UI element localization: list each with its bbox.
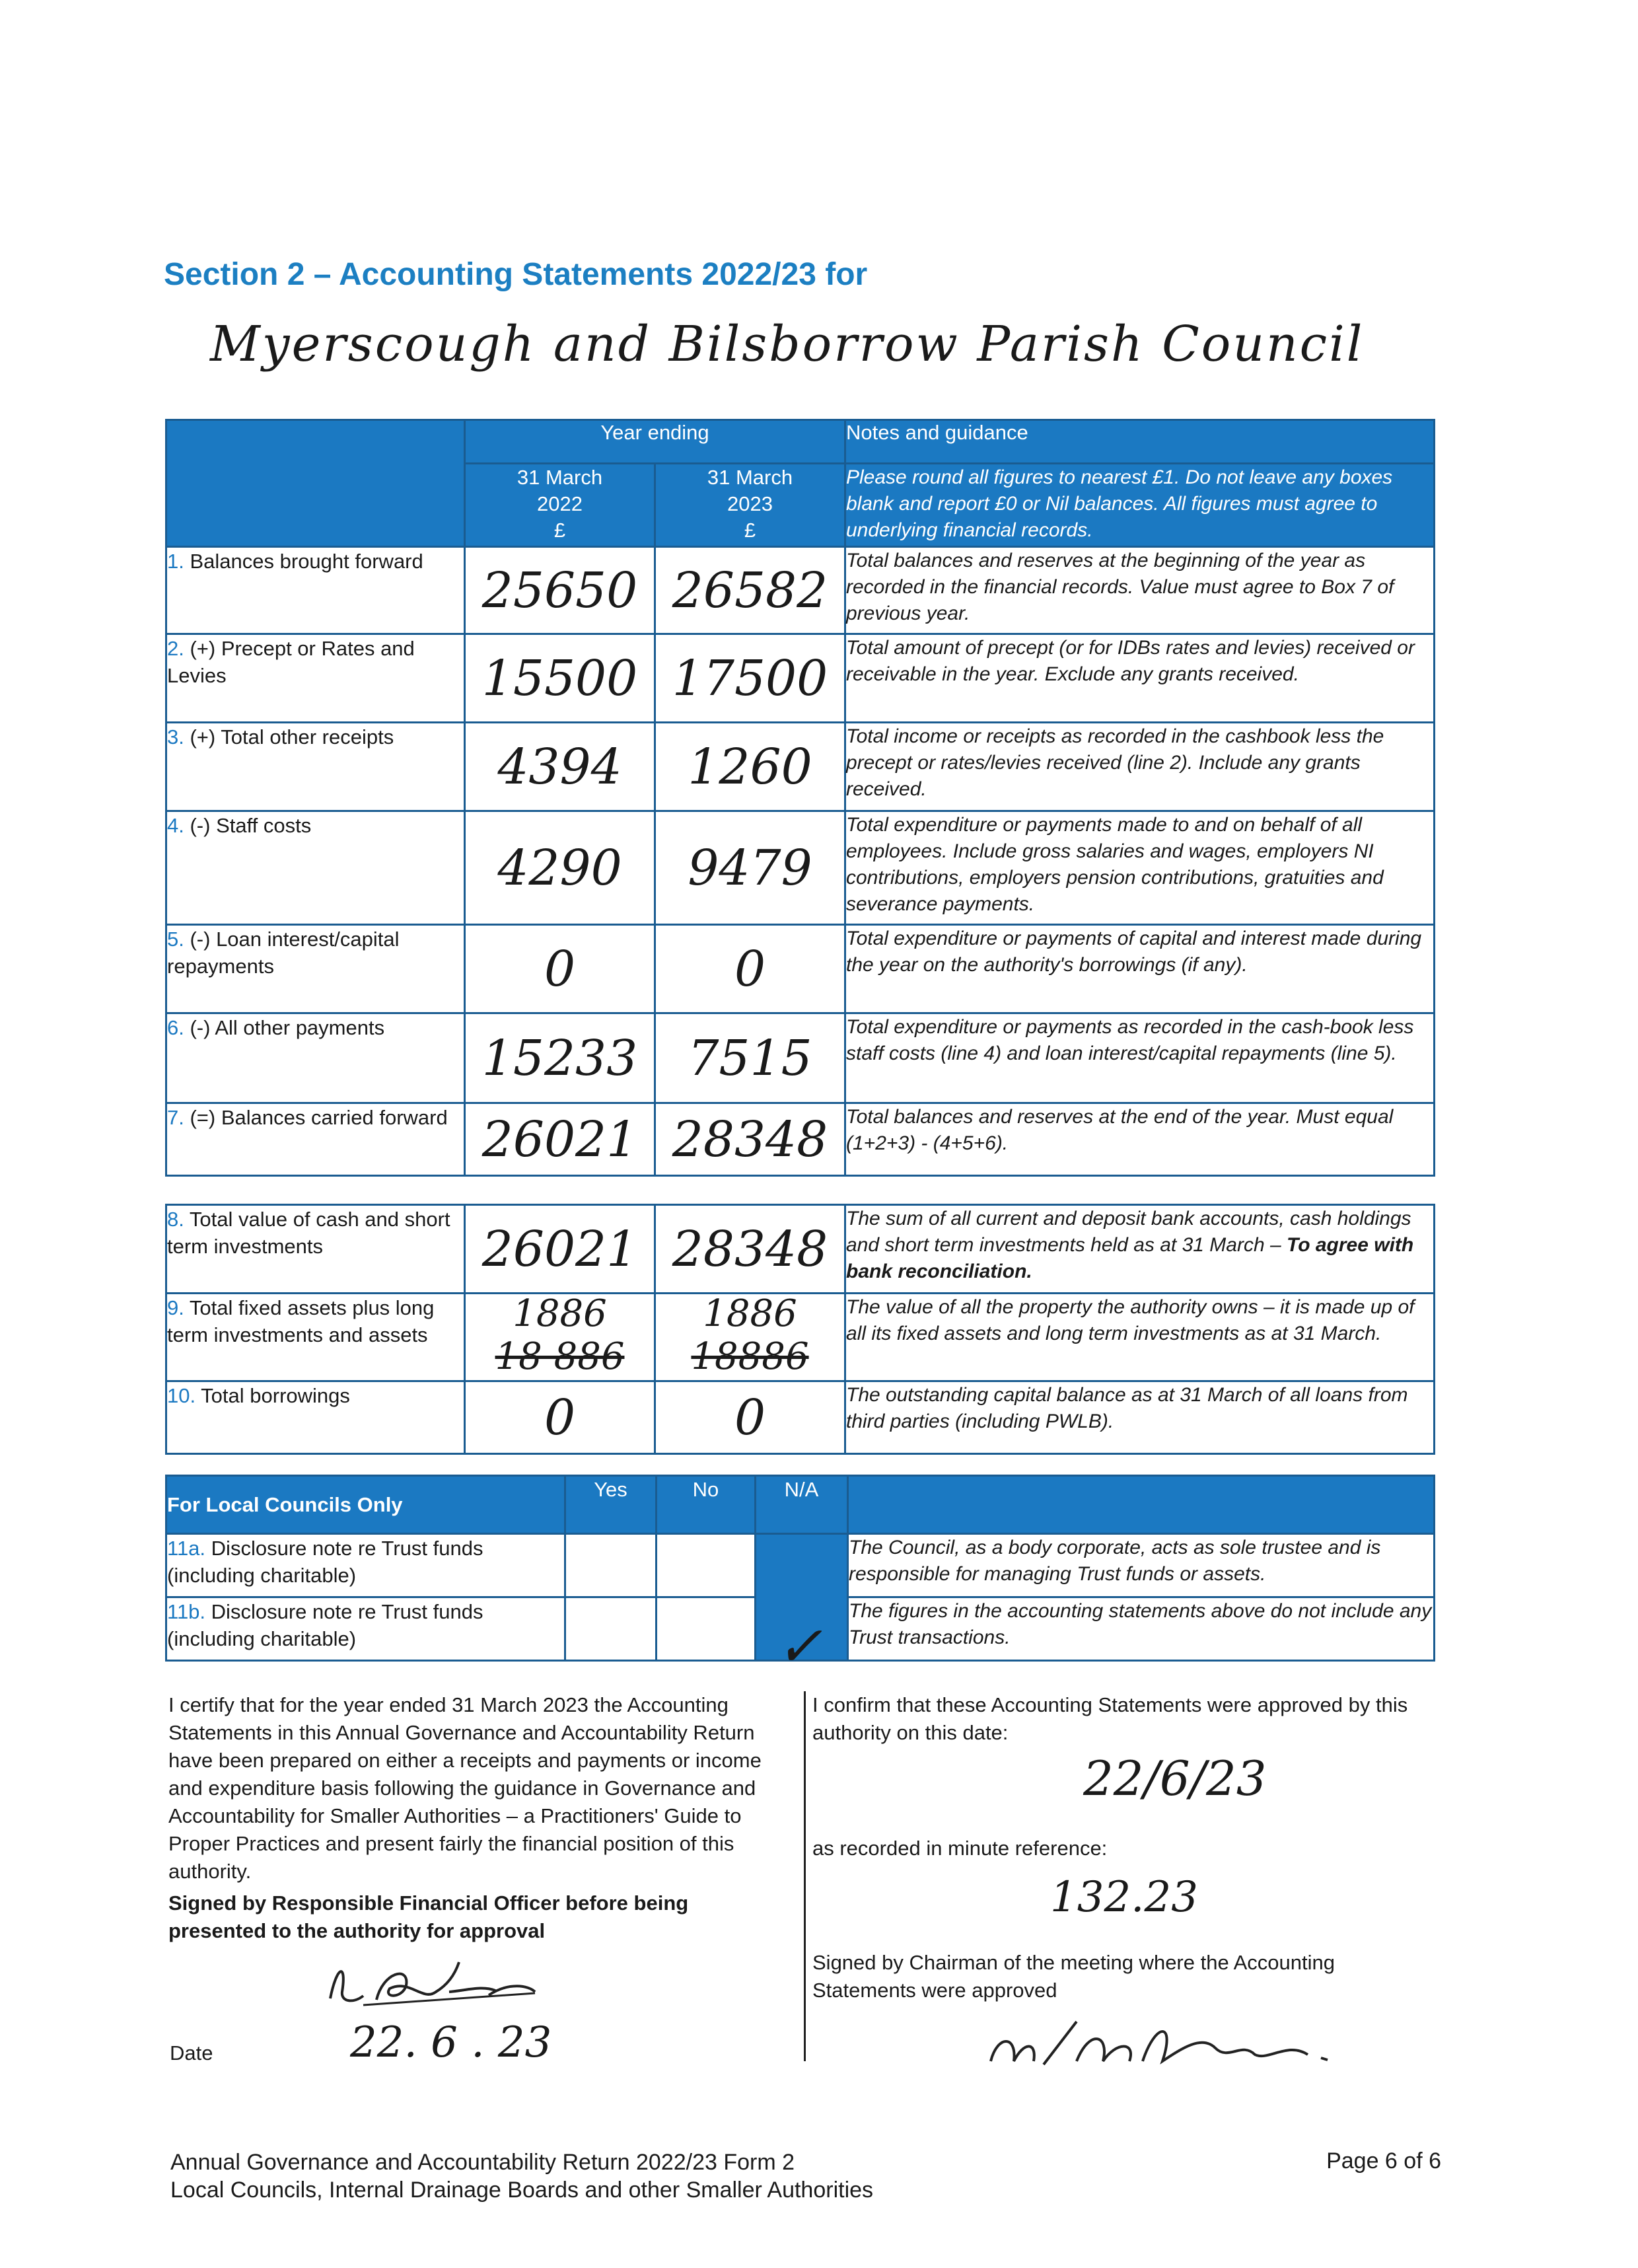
statement-row (166, 547, 1435, 634)
value-2023[interactable]: 9479 (655, 811, 845, 925)
chairman-signed-label: Signed by Chairman of the meeting where the Accounting Statements were approved (812, 1951, 1335, 2002)
page-number: Page 6 of 6 (1326, 2148, 1441, 2174)
minute-ref-value: 132.23 (1050, 1873, 1198, 1922)
footer-line-1: Annual Governance and Accountability Return 2022/23 Form 2 (170, 2150, 795, 2175)
value-2022[interactable]: 4290 (465, 811, 655, 925)
row-label: 6. (-) All other payments (166, 1013, 465, 1103)
col-2022-header: 31 March 2022 £ (465, 464, 655, 547)
rfo-certification (168, 1691, 789, 1945)
row-label: 8. Total value of cash and short term investments (166, 1205, 465, 1294)
year-ending-header: Year ending (465, 420, 845, 464)
footer-text (170, 2148, 873, 2204)
row-label: 10. Total borrowings (166, 1381, 465, 1454)
row-label: 4. (-) Staff costs (166, 811, 465, 925)
value-2023[interactable]: 17500 (655, 634, 845, 723)
statement-row (166, 634, 1435, 723)
row-label: 5. (-) Loan interest/capital repayments (166, 925, 465, 1013)
statement-row (166, 1013, 1435, 1103)
value-2022[interactable]: 15500 (465, 634, 655, 723)
row-note: Total expenditure or payments of capital and interest made during the year on the authority's borrowings (if any). (845, 925, 1435, 1013)
row-label: 7. (=) Balances carried forward (166, 1103, 465, 1176)
assets-table (165, 1204, 1435, 1455)
row-note: Total income or receipts as recorded in the cashbook less the precept or rates/levies received (line 2). Include any grants received. (845, 723, 1435, 811)
yes-header: Yes (565, 1476, 657, 1534)
notes-header: Notes and guidance (845, 420, 1435, 464)
na-tick-mark: ✓ (776, 1614, 823, 1679)
row-label: 3. (+) Total other receipts (166, 723, 465, 811)
rfo-signature (317, 1952, 568, 2012)
row-11b-yes[interactable] (565, 1597, 657, 1661)
row-11a-no[interactable] (657, 1534, 756, 1597)
table-header-blank (166, 420, 465, 547)
minute-ref-label: as recorded in minute reference: (812, 1837, 1108, 1860)
row-11b-label: 11b. Disclosure note re Trust funds (including charitable) (166, 1597, 565, 1661)
row-label: 1. Balances brought forward (166, 547, 465, 634)
accounting-statements-table (165, 419, 1435, 1177)
value-2023[interactable]: 7515 (655, 1013, 845, 1103)
statement-row (166, 1103, 1435, 1176)
value-2022[interactable]: 0 (465, 1381, 655, 1454)
value-2022[interactable]: 25650 (465, 547, 655, 634)
local-councils-header: For Local Councils Only (166, 1476, 565, 1534)
chairman-signature (978, 2008, 1387, 2081)
row-note: Total balances and reserves at the end of the year. Must equal (1+2+3) - (4+5+6). (845, 1103, 1435, 1176)
statement-row (166, 811, 1435, 925)
confirm-text: I confirm that these Accounting Statements were approved by this authority on this date: (812, 1693, 1408, 1744)
value-2023[interactable]: 28348 (655, 1103, 845, 1176)
row-label: 9. Total fixed assets plus long term investments and assets (166, 1294, 465, 1381)
row-note: Total amount of precept (or for IDBs rates and levies) received or receivable in the year. Exclude any grants received. (845, 634, 1435, 723)
value-2023[interactable]: 26582 (655, 547, 845, 634)
col-2023-header: 31 March 2023 £ (655, 464, 845, 547)
approval-date-value: 22/6/23 (1083, 1751, 1267, 1806)
value-2023[interactable]: 1260 (655, 723, 845, 811)
row-note: The outstanding capital balance as at 31 March of all loans from third parties (including PWLB). (845, 1381, 1435, 1454)
row-11a-label: 11a. Disclosure note re Trust funds (including charitable) (166, 1534, 565, 1597)
local-notes-header (848, 1476, 1435, 1534)
certification-text: I certify that for the year ended 31 March 2023 the Accounting Statements in this Annual Governance and Accountability Return have been prepared on either a receipts and payments or income and expenditure basis following the guidance in Governance and Accountability for Smaller Authorities – a Practitioners' Guide to Proper Practices and present fairly the financial position of this authority. (168, 1693, 762, 1883)
value-2023[interactable]: 0 (655, 925, 845, 1013)
value-2022[interactable]: 1886 18 886 (465, 1294, 655, 1381)
row-note: Total balances and reserves at the beginning of the year as recorded in the financial records. Value must agree to Box 7 of previous year. (845, 547, 1435, 634)
statement-row (166, 723, 1435, 811)
row-note: The sum of all current and deposit bank accounts, cash holdings and short term investments held as at 31 March – To agree with bank reconciliation. (845, 1205, 1435, 1294)
row-11b-note: The figures in the accounting statements above do not include any Trust transactions. (848, 1597, 1435, 1661)
value-2022[interactable]: 4394 (465, 723, 655, 811)
rfo-signed-label: Signed by Responsible Financial Officer before being presented to the authority for approval (168, 1891, 689, 1942)
row-11b-no[interactable] (657, 1597, 756, 1661)
statement-row (166, 1381, 1435, 1454)
value-2022[interactable]: 26021 (465, 1103, 655, 1176)
row-note: Total expenditure or payments as recorded in the cash-book less staff costs (line 4) and loan interest/capital repayments (line 5). (845, 1013, 1435, 1103)
no-header: No (657, 1476, 756, 1534)
value-2023[interactable]: 0 (655, 1381, 845, 1454)
value-2022[interactable]: 26021 (465, 1205, 655, 1294)
row-note: Total expenditure or payments made to and on behalf of all employees. Include gross salaries and wages, employers NI contributions, employers pension contributions, gratuities and severance payments. (845, 811, 1435, 925)
divider-line (804, 1691, 806, 2061)
approval-confirmation (812, 1691, 1433, 1747)
statement-row (166, 1205, 1435, 1294)
na-column-cell[interactable] (756, 1534, 848, 1679)
footer-line-2: Local Councils, Internal Drainage Boards and other Smaller Authorities (170, 2177, 874, 2203)
value-2022[interactable]: 15233 (465, 1013, 655, 1103)
row-11a-yes[interactable] (565, 1534, 657, 1597)
value-2022[interactable]: 0 (465, 925, 655, 1013)
local-councils-table (165, 1475, 1435, 1679)
rfo-date-value: 22. 6 . 23 (350, 2018, 552, 2067)
row-note: The value of all the property the authority owns – it is made up of all its fixed assets and long term investments as at 31 March. (845, 1294, 1435, 1381)
na-header: N/A (756, 1476, 848, 1534)
row-11a-note: The Council, as a body corporate, acts as sole trustee and is responsible for managing Trust funds or assets. (848, 1534, 1435, 1597)
statement-row (166, 925, 1435, 1013)
statement-row (166, 1294, 1435, 1381)
row-label: 2. (+) Precept or Rates and Levies (166, 634, 465, 723)
council-name: Myerscough and Bilsborrow Parish Council (210, 316, 1365, 373)
section-title: Section 2 – Accounting Statements 2022/23 for (164, 257, 868, 292)
date-label: Date (170, 2041, 213, 2065)
header-guidance-note: Please round all figures to nearest £1. Do not leave any boxes blank and report £0 or Nil balances. All figures must agree to underlying financial records. (845, 464, 1435, 547)
value-2023[interactable]: 28348 (655, 1205, 845, 1294)
value-2023[interactable]: 1886 18886 (655, 1294, 845, 1381)
